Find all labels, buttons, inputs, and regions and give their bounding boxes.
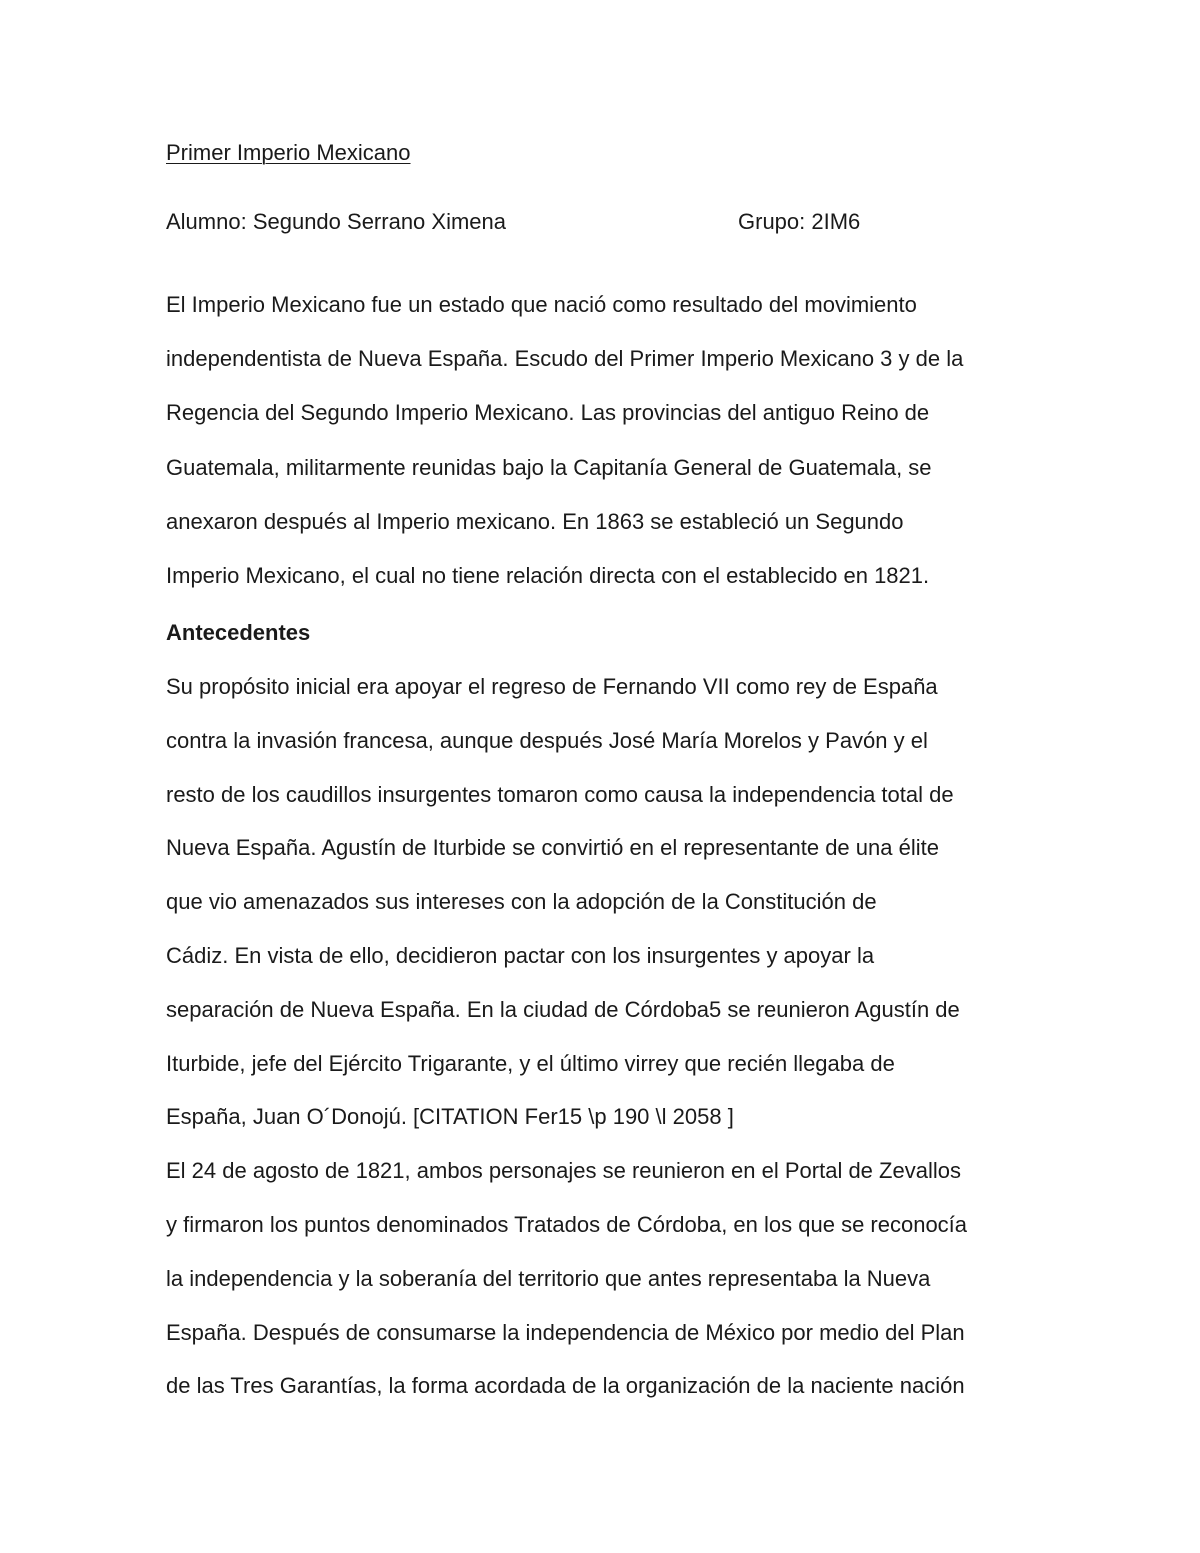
student-name: Alumno: Segundo Serrano Ximena — [166, 209, 506, 234]
text-line: España, Juan O´Donojú. [CITATION Fer15 \p 190 \l 2058 ] — [166, 1104, 734, 1130]
intro-paragraph — [166, 278, 1036, 603]
text-line: de las Tres Garantías, la forma acordada de la organización de la naciente nación — [166, 1373, 965, 1399]
text-line: Guatemala, militarmente reunidas bajo la Capitanía General de Guatemala, se — [166, 454, 932, 480]
body-paragraph — [166, 660, 1036, 1413]
text-line: Iturbide, jefe del Ejército Trigarante, y el último virrey que recién llegaba de — [166, 1050, 895, 1076]
document-title: Primer Imperio Mexicano — [166, 140, 411, 165]
text-line: independentista de Nueva España. Escudo del Primer Imperio Mexicano 3 y de la — [166, 346, 964, 372]
text-line: contra la invasión francesa, aunque después José María Morelos y Pavón y el — [166, 727, 928, 753]
text-line: Cádiz. En vista de ello, decidieron pactar con los insurgentes y apoyar la — [166, 942, 875, 968]
text-line: resto de los caudillos insurgentes tomaron como causa la independencia total de — [166, 781, 954, 807]
text-line: Regencia del Segundo Imperio Mexicano. Las provincias del antiguo Reino de — [166, 400, 930, 426]
section-heading: Antecedentes — [166, 620, 311, 645]
text-line: anexaron después al Imperio mexicano. En 1863 se estableció un Segundo — [166, 508, 904, 534]
text-line: El Imperio Mexicano fue un estado que nació como resultado del movimiento — [166, 292, 917, 317]
text-line: que vio amenazados sus intereses con la adopción de la Constitución de — [166, 889, 877, 915]
text-line: la independencia y la soberanía del territorio que antes representaba la Nueva — [166, 1265, 931, 1291]
group-label: Grupo: 2IM6 — [738, 209, 861, 234]
text-line: Imperio Mexicano, el cual no tiene relación directa con el establecido en 1821. — [166, 563, 930, 589]
text-line: Su propósito inicial era apoyar el regreso de Fernando VII como rey de España — [166, 674, 938, 699]
text-line: y firmaron los puntos denominados Tratados de Córdoba, en los que se reconocía — [166, 1211, 968, 1237]
student-info-line — [166, 208, 1066, 236]
text-line: Nueva España. Agustín de Iturbide se convirtió en el representante de una élite — [166, 835, 939, 861]
text-line: separación de Nueva España. En la ciudad de Córdoba5 se reunieron Agustín de — [166, 996, 960, 1022]
text-line: España. Después de consumarse la independencia de México por medio del Plan — [166, 1319, 965, 1345]
text-line: El 24 de agosto de 1821, ambos personajes se reunieron en el Portal de Zevallos — [166, 1158, 961, 1184]
